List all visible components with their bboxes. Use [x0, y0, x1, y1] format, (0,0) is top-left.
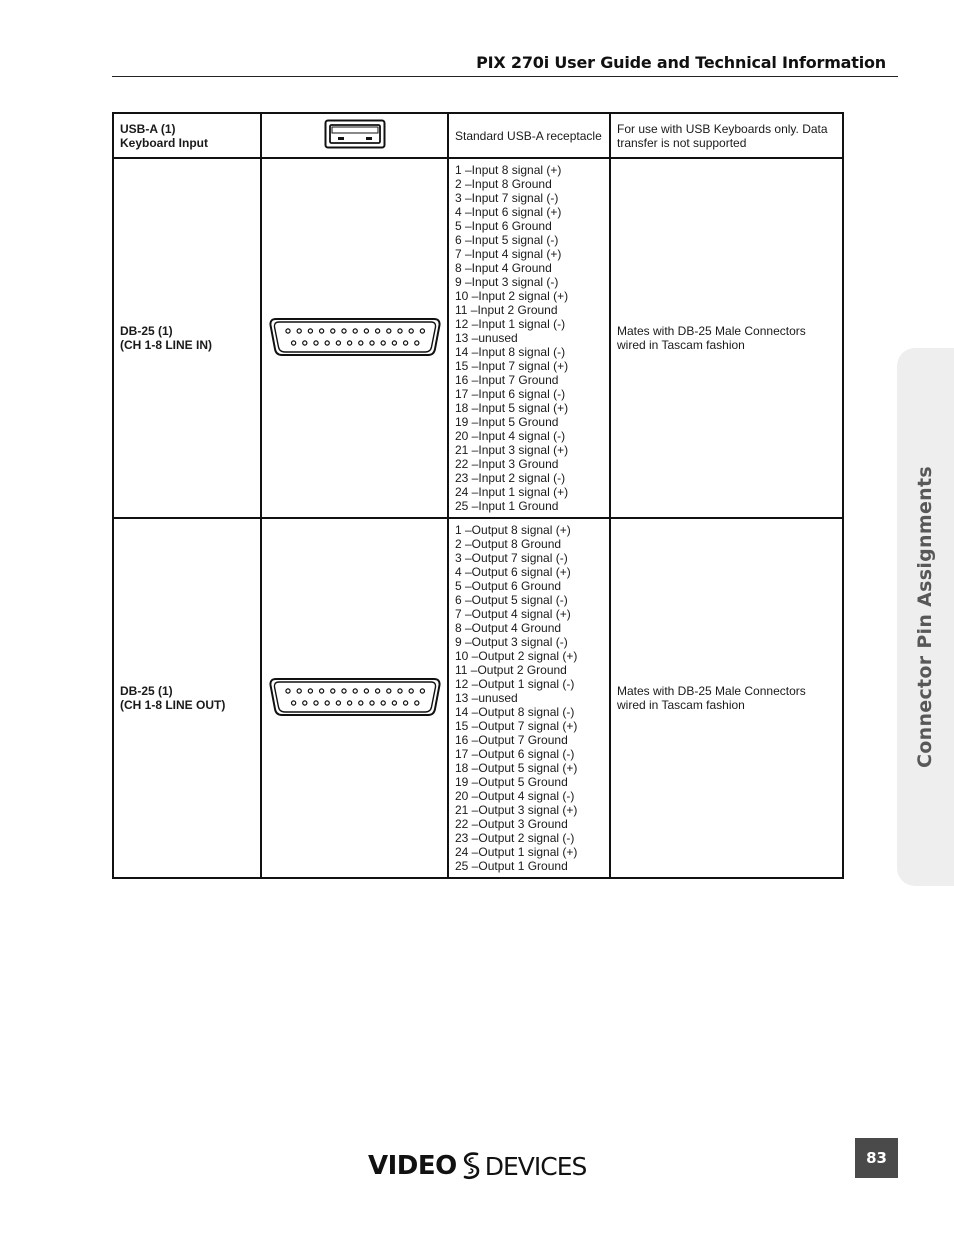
- pin-list-item: 19 –Input 5 Ground: [455, 415, 559, 429]
- header-rule: [112, 76, 898, 77]
- pin-list-item: 11 –Input 2 Ground: [455, 303, 558, 317]
- notes-line: wired in Tascam fashion: [617, 698, 745, 712]
- pin-list-item: 18 –Output 5 signal (+): [455, 761, 578, 775]
- pin-list-item: 1 –Input 8 signal (+): [455, 163, 562, 177]
- connector-pin-hole: [353, 688, 357, 692]
- pin-list-item: 25 –Output 1 Ground: [455, 859, 568, 873]
- notes-cell: [610, 158, 843, 518]
- pin-list-item: 6 –Output 5 signal (-): [455, 593, 568, 607]
- connector-name-line: USB-A (1): [120, 121, 176, 136]
- connector-name-line: (CH 1-8 LINE OUT): [120, 698, 226, 712]
- connector-pin-hole: [381, 340, 385, 344]
- db25-connector-icon: [268, 677, 442, 717]
- pin-list-item: 23 –Input 2 signal (-): [455, 471, 566, 485]
- connector-pin-hole: [303, 700, 307, 704]
- pin-list-item: 13 –unused: [455, 691, 518, 705]
- pin-list-item: 20 –Output 4 signal (-): [455, 789, 575, 803]
- connector-pin-hole: [336, 340, 340, 344]
- page-header-title: PIX 270i User Guide and Technical Information: [476, 53, 886, 72]
- connector-pin-hole: [398, 328, 402, 332]
- notes-line: transfer is not supported: [617, 135, 747, 150]
- pin-assignment-cell: [448, 158, 610, 518]
- connector-pin-table: [112, 112, 844, 879]
- pin-list-item: 19 –Output 5 Ground: [455, 775, 568, 789]
- connector-pin-hole: [314, 340, 318, 344]
- pin-list-item: 8 –Output 4 Ground: [455, 621, 562, 635]
- pin-list-item: 3 –Output 7 signal (-): [455, 551, 568, 565]
- notes-line: wired in Tascam fashion: [617, 338, 745, 352]
- logo-text-video: VIDEO: [368, 1151, 457, 1181]
- pin-list-item: 21 –Output 3 signal (+): [455, 803, 578, 817]
- connector-pin-hole: [398, 688, 402, 692]
- pin-list-item: 7 –Output 4 signal (+): [455, 607, 571, 621]
- connector-pin-hole: [392, 700, 396, 704]
- table-row: [113, 518, 843, 878]
- connector-pin-hole: [314, 700, 318, 704]
- notes-line: Mates with DB-25 Male Connectors: [617, 324, 806, 338]
- connector-pin-hole: [292, 700, 296, 704]
- connector-pin-hole: [308, 688, 312, 692]
- connector-pin-hole: [420, 328, 424, 332]
- connector-pin-hole: [359, 340, 363, 344]
- pin-list-item: 5 –Input 6 Ground: [455, 219, 552, 233]
- connector-pin-hole: [404, 700, 408, 704]
- connector-pin-hole: [342, 328, 346, 332]
- pin-assignment-cell: [448, 518, 610, 878]
- connector-pin-hole: [308, 328, 312, 332]
- connector-pin-hole: [420, 688, 424, 692]
- connector-pin-hole: [325, 700, 329, 704]
- connector-pin-hole: [409, 688, 413, 692]
- pin-assignment-cell: [448, 113, 610, 158]
- connector-pin-hole: [297, 328, 301, 332]
- pin-list-item: 23 –Output 2 signal (-): [455, 831, 575, 845]
- pin-list-item: 22 –Input 3 Ground: [455, 457, 559, 471]
- connector-pin-hole: [342, 688, 346, 692]
- pin-list-item: 10 –Output 2 signal (+): [455, 649, 578, 663]
- connector-pin-hole: [370, 340, 374, 344]
- section-side-tab-label: Connector Pin Assignments: [914, 466, 936, 768]
- connector-pin-hole: [286, 328, 290, 332]
- pin-list-item: 5 –Output 6 Ground: [455, 579, 562, 593]
- connector-name-line: (CH 1-8 LINE IN): [120, 338, 213, 352]
- pin-list-item: 16 –Input 7 Ground: [455, 373, 559, 387]
- pin-list-item: 10 –Input 2 signal (+): [455, 289, 569, 303]
- connector-image-cell: [261, 158, 448, 518]
- connector-name-cell: [113, 113, 261, 158]
- pin-list-item: 12 –Output 1 signal (-): [455, 677, 575, 691]
- pin-list-item: 25 –Input 1 Ground: [455, 499, 559, 513]
- connector-name-line: DB-25 (1): [120, 684, 173, 698]
- logo-swirl-icon: [458, 1150, 484, 1182]
- notes-line: For use with USB Keyboards only. Data: [617, 121, 828, 136]
- connector-pin-hole: [325, 340, 329, 344]
- pin-list-item: 20 –Input 4 signal (-): [455, 429, 566, 443]
- pin-list: [455, 523, 603, 873]
- pin-list-item: 3 –Input 7 signal (-): [455, 191, 559, 205]
- connector-shell: [270, 319, 439, 355]
- pin-list-item: 24 –Input 1 signal (+): [455, 485, 569, 499]
- table-row: [113, 158, 843, 518]
- connector-pin-hole: [292, 340, 296, 344]
- pin-list-item: 24 –Output 1 signal (+): [455, 845, 578, 859]
- db25-connector-icon: [268, 317, 442, 357]
- pin-list-item: 2 –Input 8 Ground: [455, 177, 552, 191]
- pin-list-item: 13 –unused: [455, 331, 518, 345]
- connector-pin-hole: [392, 340, 396, 344]
- pin-list-item: 17 –Input 6 signal (-): [455, 387, 566, 401]
- connector-name-line: DB-25 (1): [120, 324, 173, 338]
- connector-name-cell: [113, 518, 261, 878]
- connector-pin-hole: [348, 340, 352, 344]
- pin-list-item: 1 –Output 8 signal (+): [455, 523, 571, 537]
- pin-list: [455, 163, 603, 513]
- connector-name-line: Keyboard Input: [120, 135, 209, 150]
- connector-pin-hole: [415, 340, 419, 344]
- connector-pin-hole: [387, 328, 391, 332]
- pin-list-item: 9 –Input 3 signal (-): [455, 275, 559, 289]
- pin-list-item: 8 –Input 4 Ground: [455, 261, 552, 275]
- connector-pin-hole: [404, 340, 408, 344]
- pin-list-item: 4 –Output 6 signal (+): [455, 565, 571, 579]
- pin-list-item: 17 –Output 6 signal (-): [455, 747, 575, 761]
- connector-pin-hole: [286, 688, 290, 692]
- page-number: 83: [855, 1138, 898, 1178]
- pin-list-item: 6 –Input 5 signal (-): [455, 233, 559, 247]
- pin-list-item: 12 –Input 1 signal (-): [455, 317, 566, 331]
- connector-pin-hole: [348, 700, 352, 704]
- pin-list-item: 15 –Input 7 signal (+): [455, 359, 569, 373]
- connector-pin-hole: [359, 700, 363, 704]
- connector-pin-hole: [303, 340, 307, 344]
- connector-pin-hole: [297, 688, 301, 692]
- notes-cell: [610, 518, 843, 878]
- pin-list-item: 14 –Input 8 signal (-): [455, 345, 566, 359]
- pin-list-item: 2 –Output 8 Ground: [455, 537, 562, 551]
- connector-pin-hole: [320, 688, 324, 692]
- pin-list-item: 18 –Input 5 signal (+): [455, 401, 569, 415]
- connector-pin-hole: [331, 328, 335, 332]
- connector-pin-hole: [415, 700, 419, 704]
- pin-list-item: 16 –Output 7 Ground: [455, 733, 568, 747]
- table-row: [113, 113, 843, 158]
- video-devices-logo: [368, 1148, 586, 1184]
- connector-shell: [270, 679, 439, 715]
- connector-pin-hole: [336, 700, 340, 704]
- connector-image-cell: [261, 518, 448, 878]
- logo-text-devices: DEVICES: [484, 1151, 587, 1181]
- pin-list-item: 4 –Input 6 signal (+): [455, 205, 562, 219]
- notes-cell: [610, 113, 843, 158]
- connector-name-cell: [113, 158, 261, 518]
- pin-assignment-text: Standard USB-A receptacle: [455, 128, 602, 143]
- connector-pin-hole: [370, 700, 374, 704]
- pin-list-item: 21 –Input 3 signal (+): [455, 443, 569, 457]
- connector-pin-hole: [409, 328, 413, 332]
- pin-list-item: 22 –Output 3 Ground: [455, 817, 568, 831]
- connector-pin-hole: [376, 688, 380, 692]
- connector-pin-hole: [364, 328, 368, 332]
- pin-list-item: 15 –Output 7 signal (+): [455, 719, 578, 733]
- pin-list-item: 7 –Input 4 signal (+): [455, 247, 562, 261]
- connector-pin-hole: [381, 700, 385, 704]
- connector-pin-hole: [353, 328, 357, 332]
- connector-pin-hole: [320, 328, 324, 332]
- connector-pin-hole: [387, 688, 391, 692]
- usb-a-connector-icon: [324, 119, 386, 149]
- pin-list-item: 11 –Output 2 Ground: [455, 663, 567, 677]
- connector-pin-hole: [364, 688, 368, 692]
- connector-pin-hole: [376, 328, 380, 332]
- notes-line: Mates with DB-25 Male Connectors: [617, 684, 806, 698]
- pin-list-item: 9 –Output 3 signal (-): [455, 635, 568, 649]
- connector-image-cell: [261, 113, 448, 158]
- connector-pin-hole: [331, 688, 335, 692]
- pin-list-item: 14 –Output 8 signal (-): [455, 705, 575, 719]
